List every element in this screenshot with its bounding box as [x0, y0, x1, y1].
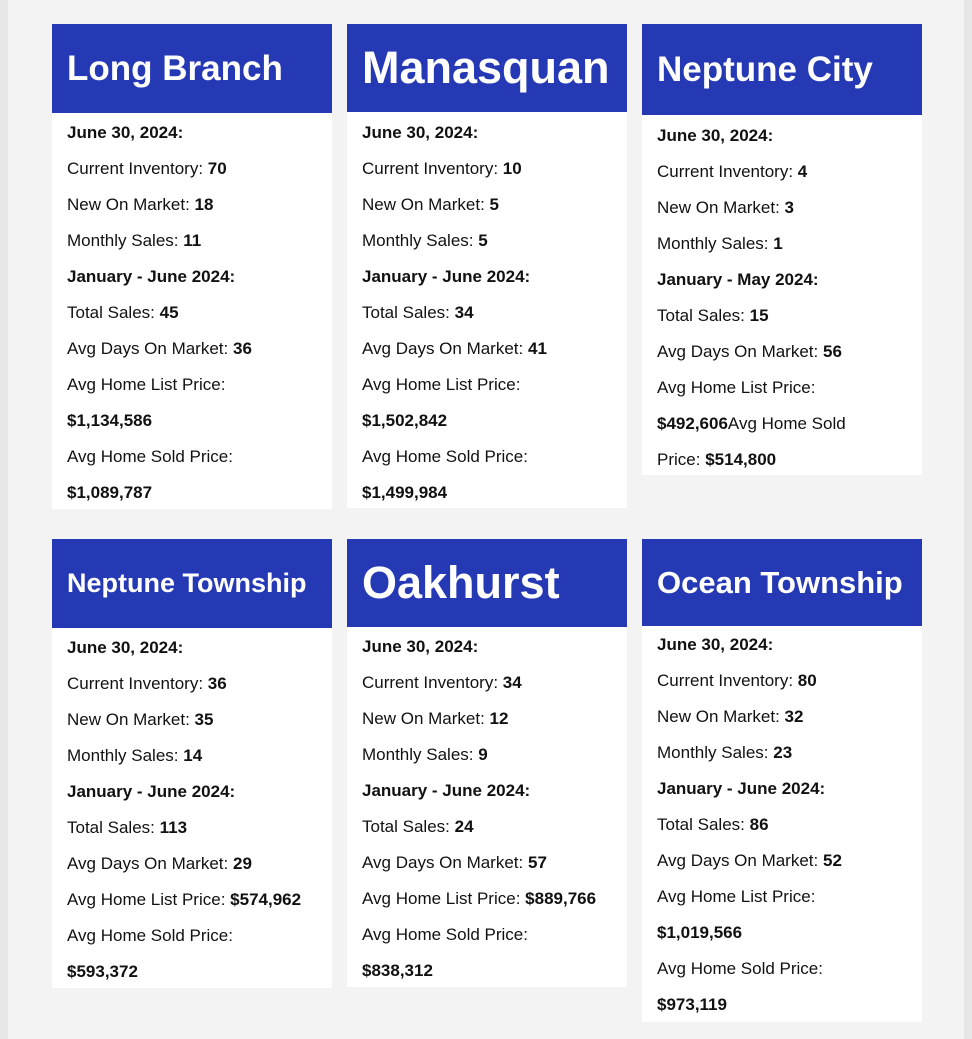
current-inventory-value: 80 — [797, 671, 817, 690]
avg-days-value: 29 — [232, 854, 252, 873]
town-title — [52, 24, 332, 113]
total-sales-value: 86 — [749, 815, 769, 834]
current-inventory-value: 4 — [797, 162, 808, 181]
total-sales-row: Total Sales: 15 — [657, 306, 769, 325]
new-on-market-row: New On Market: 35 — [67, 710, 214, 729]
avg-list-value: $889,766 — [525, 889, 597, 908]
avg-sold-label: Avg Home Sold Price: — [362, 925, 528, 944]
current-inventory-row: Current Inventory: 80 — [657, 671, 817, 690]
date-label: June 30, 2024: — [67, 123, 184, 142]
new-on-market-value: 3 — [784, 198, 795, 217]
monthly-sales-value: 23 — [773, 743, 793, 762]
town-card-neptune-township — [52, 539, 332, 988]
town-name: Long Branch — [67, 48, 283, 88]
date-label: June 30, 2024: — [362, 637, 479, 656]
monthly-sales-row: Monthly Sales: 14 — [67, 746, 203, 765]
new-on-market-value: 5 — [489, 195, 500, 214]
new-on-market-row: New On Market: 5 — [362, 195, 500, 214]
town-card-manasquan — [347, 24, 627, 508]
total-sales-value: 24 — [454, 817, 474, 836]
total-sales-row: Total Sales: 86 — [657, 815, 769, 834]
avg-days-row: Avg Days On Market: 29 — [67, 854, 252, 873]
period-label: January - June 2024: — [362, 781, 531, 800]
monthly-sales-row: Monthly Sales: 23 — [657, 743, 793, 762]
town-name: Neptune City — [657, 49, 873, 89]
current-inventory-value: 10 — [502, 159, 522, 178]
current-inventory-row: Current Inventory: 4 — [657, 162, 808, 181]
town-name: Manasquan — [362, 42, 610, 93]
current-inventory-row: Current Inventory: 10 — [362, 159, 522, 178]
town-title — [52, 539, 332, 628]
avg-sold-label: Avg Home Sold Price: — [657, 959, 823, 978]
avg-days-row: Avg Days On Market: 41 — [362, 339, 547, 358]
avg-days-value: 52 — [822, 851, 842, 870]
avg-list-label: Avg Home List Price: — [67, 375, 226, 394]
new-on-market-value: 35 — [194, 710, 214, 729]
monthly-sales-value: 14 — [183, 746, 203, 765]
date-label: June 30, 2024: — [657, 635, 774, 654]
total-sales-row: Total Sales: 24 — [362, 817, 474, 836]
avg-days-row: Avg Days On Market: 57 — [362, 853, 547, 872]
avg-days-row: Avg Days On Market: 52 — [657, 851, 842, 870]
total-sales-row: Total Sales: 113 — [67, 818, 188, 837]
page — [8, 0, 964, 1039]
avg-days-row: Avg Days On Market: 56 — [657, 342, 842, 361]
avg-list-value: $492,606 — [657, 414, 728, 433]
new-on-market-value: 12 — [489, 709, 509, 728]
town-title — [642, 24, 922, 115]
avg-list-row: Avg Home List Price: $574,962 — [67, 890, 302, 909]
avg-sold-value: $514,800 — [705, 450, 777, 469]
town-title — [347, 24, 627, 112]
avg-days-value: 56 — [822, 342, 842, 361]
total-sales-value: 34 — [454, 303, 474, 322]
town-card-oakhurst — [347, 539, 627, 987]
town-card-long-branch — [52, 24, 332, 509]
current-inventory-row: Current Inventory: 34 — [362, 673, 522, 692]
town-name: Neptune Township — [67, 568, 307, 598]
date-label: June 30, 2024: — [362, 123, 479, 142]
avg-list-label: Avg Home List Price: — [657, 378, 816, 397]
new-on-market-row: New On Market: 32 — [657, 707, 804, 726]
avg-list-row: Avg Home List Price: $889,766 — [362, 889, 597, 908]
avg-days-value: 57 — [527, 853, 547, 872]
avg-days-row: Avg Days On Market: 36 — [67, 339, 252, 358]
monthly-sales-value: 5 — [478, 231, 488, 250]
monthly-sales-value: 11 — [183, 231, 202, 250]
date-label: June 30, 2024: — [657, 126, 774, 145]
price-run — [657, 406, 877, 478]
avg-list-value: $1,134,586 — [67, 411, 153, 430]
avg-list-label: Avg Home List Price: — [362, 375, 521, 394]
period-label: January - June 2024: — [67, 782, 236, 801]
total-sales-row: Total Sales: 34 — [362, 303, 474, 322]
avg-list-value: $574,962 — [230, 890, 302, 909]
avg-sold-value: $1,499,984 — [362, 483, 448, 502]
monthly-sales-value: 9 — [478, 745, 488, 764]
total-sales-value: 15 — [749, 306, 769, 325]
avg-sold-value: $838,312 — [362, 961, 433, 980]
avg-list-label: Avg Home List Price: — [657, 887, 816, 906]
new-on-market-row: New On Market: 12 — [362, 709, 509, 728]
monthly-sales-value: 1 — [773, 234, 783, 253]
period-label: January - June 2024: — [67, 267, 236, 286]
period-label: January - June 2024: — [657, 779, 826, 798]
avg-list-value: $1,502,842 — [362, 411, 448, 430]
period-label: January - June 2024: — [362, 267, 531, 286]
town-card-ocean-township — [642, 539, 922, 1022]
current-inventory-value: 34 — [502, 673, 522, 692]
avg-sold-label: Avg Home Sold Price: — [67, 447, 233, 466]
monthly-sales-row: Monthly Sales: 5 — [362, 231, 488, 250]
town-name: Oakhurst — [362, 557, 560, 608]
current-inventory-value: 70 — [207, 159, 227, 178]
new-on-market-row: New On Market: 3 — [657, 198, 795, 217]
total-sales-value: 113 — [159, 818, 188, 837]
new-on-market-value: 18 — [194, 195, 214, 214]
town-name: Ocean Township — [657, 564, 903, 600]
town-title — [347, 539, 627, 627]
avg-sold-value: $973,119 — [657, 995, 727, 1014]
monthly-sales-row: Monthly Sales: 11 — [67, 231, 202, 250]
monthly-sales-row: Monthly Sales: 9 — [362, 745, 488, 764]
date-label: June 30, 2024: — [67, 638, 184, 657]
avg-sold-value: $593,372 — [67, 962, 138, 981]
new-on-market-row: New On Market: 18 — [67, 195, 214, 214]
town-card-neptune-city — [642, 24, 922, 475]
avg-days-value: 41 — [527, 339, 547, 358]
avg-sold-value: $1,089,787 — [67, 483, 153, 502]
avg-sold-label: Avg Home Sold Price: — [362, 447, 528, 466]
total-sales-value: 45 — [159, 303, 179, 322]
total-sales-row: Total Sales: 45 — [67, 303, 179, 322]
avg-list-value: $1,019,566 — [657, 923, 743, 942]
town-title — [642, 539, 922, 626]
period-label: January - May 2024: — [657, 270, 819, 289]
avg-days-value: 36 — [232, 339, 252, 358]
current-inventory-value: 36 — [207, 674, 227, 693]
avg-sold-label: Avg Home Sold Price: — [67, 926, 233, 945]
monthly-sales-row: Monthly Sales: 1 — [657, 234, 783, 253]
new-on-market-value: 32 — [784, 707, 804, 726]
avg-sold-label: Avg Home Sold Price: — [657, 414, 846, 469]
current-inventory-row: Current Inventory: 36 — [67, 674, 227, 693]
current-inventory-row: Current Inventory: 70 — [67, 159, 227, 178]
